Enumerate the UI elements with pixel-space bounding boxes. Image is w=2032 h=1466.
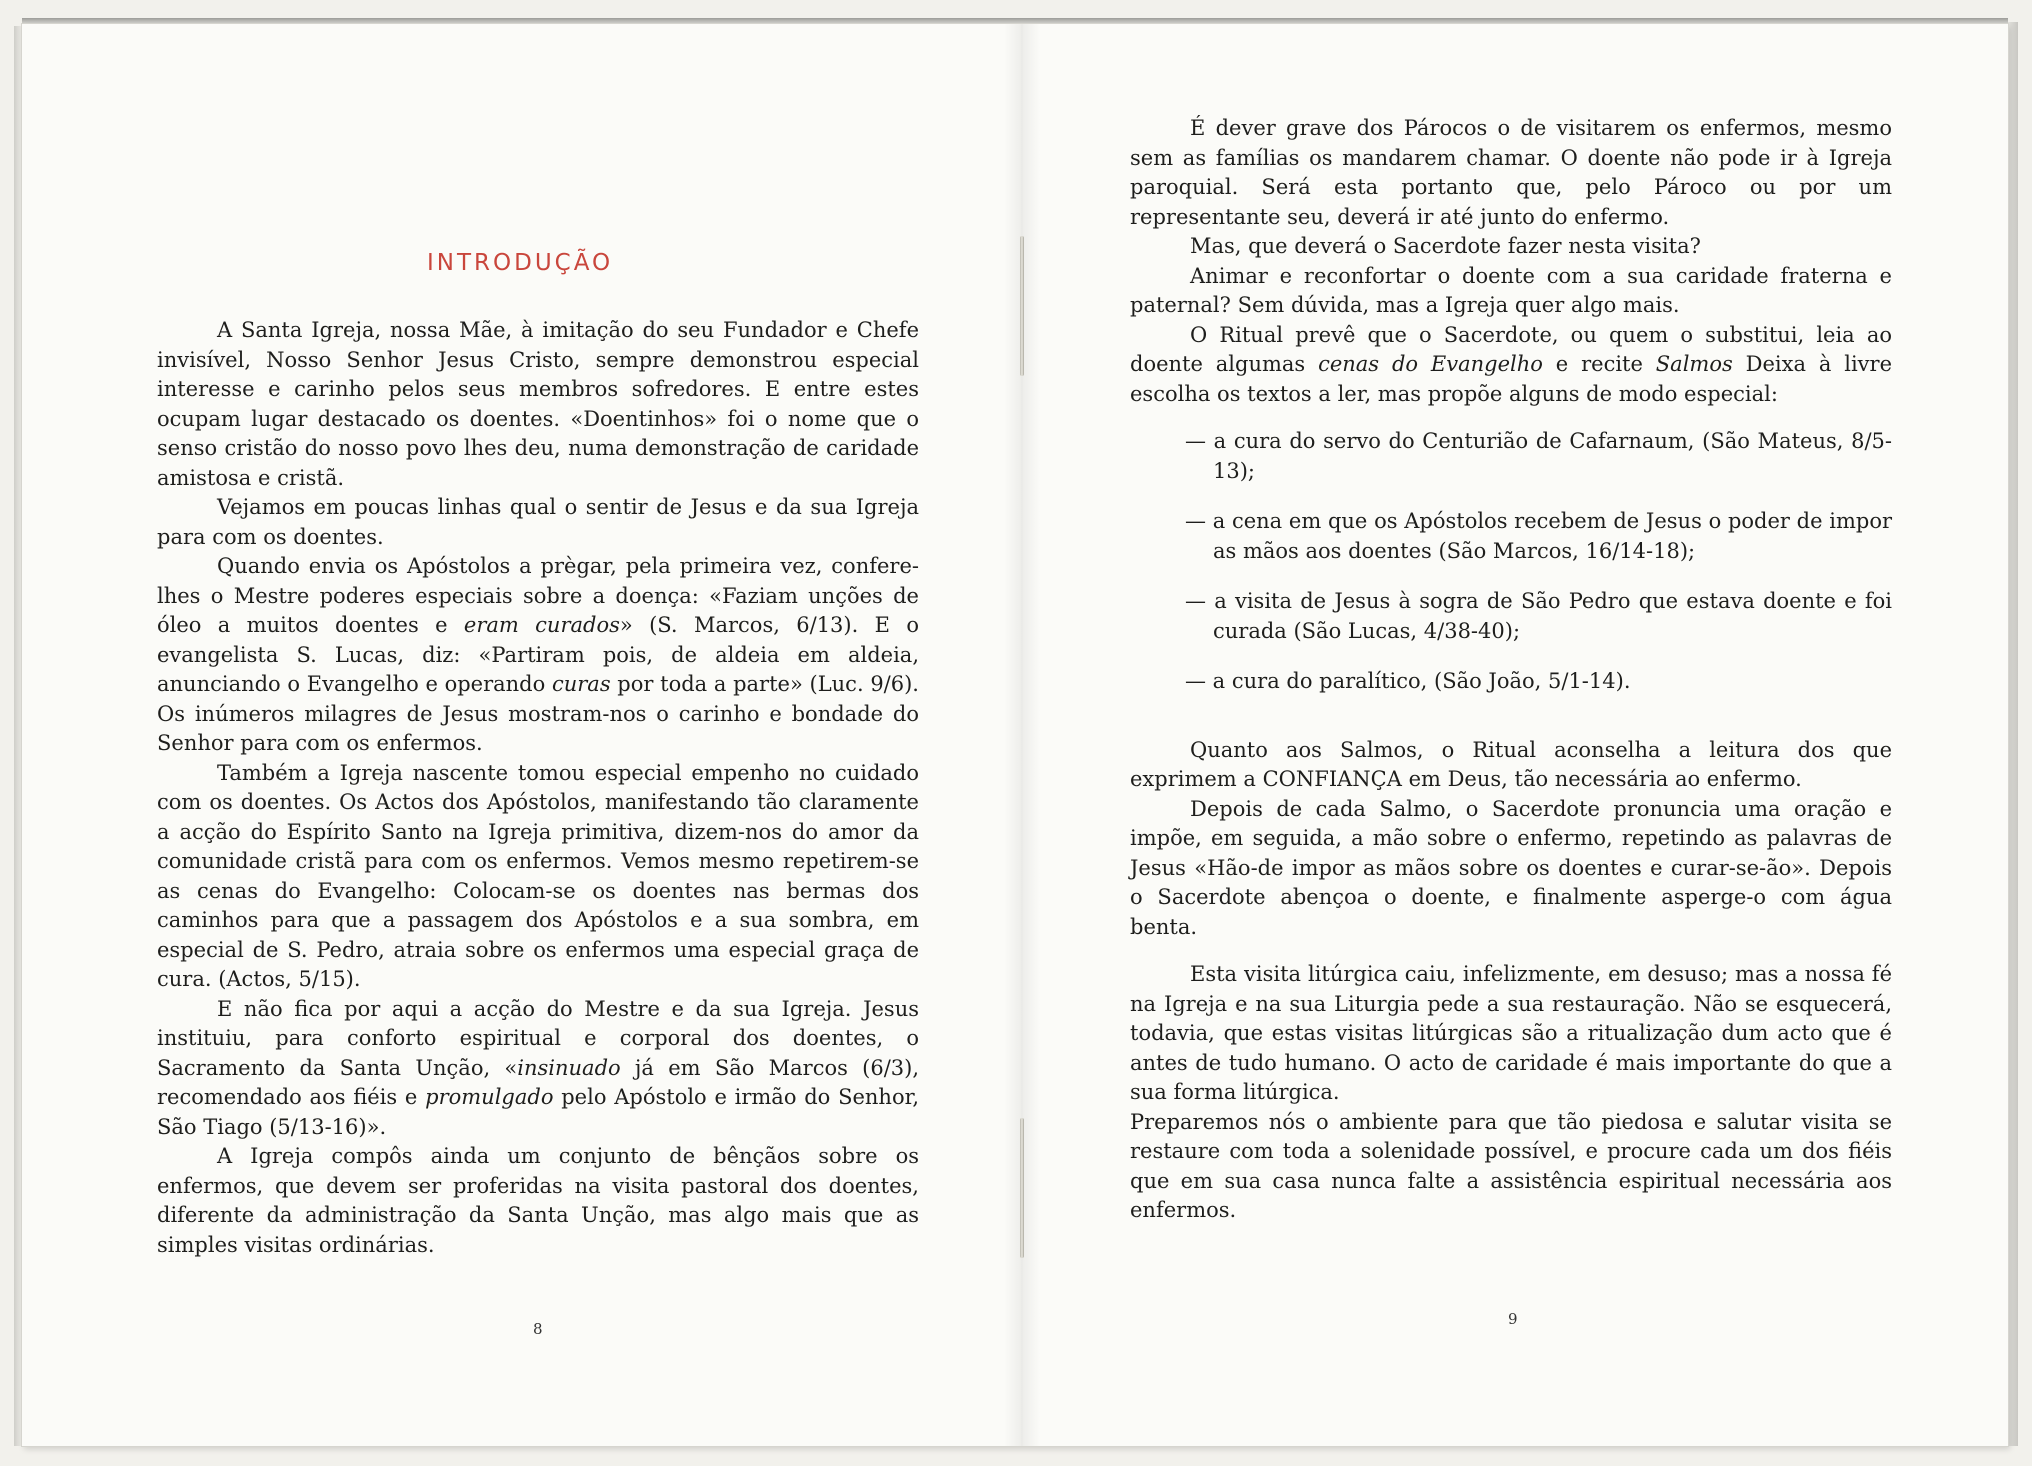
paragraph: Preparemos nós o ambiente para que tão piedosa e salutar visita se restaure com toda a solenidade possível, e procure cada um dos fiéis que em sua casa nunca falte a assistência espiritual necessária aos enfermos. (1130, 1109, 1892, 1222)
left-page-body (157, 316, 919, 1260)
text-run: E não fica por aqui a acção do Mestre e da sua Igreja. Jesus instituiu, para conforto espiritual e corporal dos doentes, o Sacramento da Santa Unção, « (157, 996, 919, 1080)
staple-top (1020, 236, 1024, 376)
paragraph: Animar e reconfortar o doente com a sua caridade fraterna e paternal? Sem dúvida, mas a Igreja quer algo mais. (1130, 263, 1892, 317)
emphasis: promulgado (425, 1085, 554, 1109)
paragraph (157, 995, 919, 1143)
paragraph: A Igreja compôs ainda um conjunto de bênçãos sobre os enfermos, que devem ser proferidas na visita pastoral dos doentes, diferente da administração da Santa Unção, mas algo mais que as simples visitas ordinárias. (157, 1144, 919, 1257)
page-edge-left (14, 26, 22, 1446)
emphasis: Salmos (1655, 352, 1733, 376)
paragraph (157, 552, 919, 759)
section-heading: INTRODUÇÃO (427, 250, 614, 276)
paragraph: Mas, que deverá o Sacerdote fazer nesta visita? (1190, 234, 1701, 258)
page-number-right: 9 (1508, 1310, 1518, 1328)
list-item: — a cena em que os Apóstolos recebem de Jesus o poder de impor as mãos aos doentes (São Marcos, 16/14-18); (1185, 509, 1892, 563)
right-page (1130, 114, 1892, 1226)
paragraph (1130, 321, 1892, 410)
text-run: O Ritual prevê que o Sacerdote, ou quem o substitui, leia ao doente algumas (1130, 322, 1892, 376)
page-edge-right (2008, 22, 2018, 1446)
emphasis: curas (551, 672, 611, 696)
paragraph: A Santa Igreja, nossa Mãe, à imitação do seu Fundador e Chefe invisível, Nosso Senhor Jesus Cristo, sempre demonstrou especial interesse e carinho pelos seus membros sofredores. E entre estes ocupam lugar destacado os doentes. «Doentinhos» foi o nome que o senso cristão do nosso povo lhes deu, numa demonstração de caridade amistosa e cristã. (157, 318, 919, 490)
spacer (1130, 409, 1892, 427)
spacer (1130, 718, 1892, 736)
text-run: pelo Apóstolo e irmão do Senhor, São Tiago (5/13-16)». (157, 1085, 919, 1139)
paragraph: Também a Igreja nascente tomou especial empenho no cuidado com os doentes. Os Actos dos Apóstolos, manifestando tão claramente a acção do Espírito Santo na Igreja primitiva, dizem-nos do amor da comunidade cristã para com os enfermos. Vemos mesmo repetirem-se as cenas do Evangelho: Colocam-se os doentes nas bermas dos caminhos para que a passagem dos Apóstolos e a sua sombra, em especial de S. Pedro, atraia sobre os enfermos uma especial graça de cura. (Actos, 5/15). (157, 760, 919, 991)
text-run: por toda a parte» (Luc. 9/6). Os inúmeros milagres de Jesus mostram-nos o carinho e bondade do Senhor para com os enfermos. (157, 672, 919, 755)
emphasis: cenas do Evangelho (1318, 352, 1543, 376)
text-run: » (S. Marcos, 6/13). E o evangelista S. Lucas, diz: «Partiram pois, de aldeia em aldeia, anunciando o Evangelho e operando (157, 613, 919, 696)
left-page (157, 243, 919, 1260)
text-run: Deixa à livre escolha os textos a ler, mas propõe alguns de modo especial: (1130, 352, 1893, 406)
paragraph: É dever grave dos Párocos o de visitarem os enfermos, mesmo sem as famílias os mandarem chamar. O doente não pode ir à Igreja paroquial. Será esta portanto que, pelo Pároco ou por um representante seu, deverá ir até junto do enfermo. (1130, 116, 1892, 229)
list-item: — a cura do paralítico, (São João, 5/1-14). (1185, 669, 1631, 693)
spacer (1130, 942, 1892, 960)
staple-bottom (1020, 1118, 1024, 1258)
page-number-left: 8 (533, 1320, 543, 1338)
text-run: já em São Marcos (6/3), recomendado aos fiéis e (157, 1055, 919, 1109)
emphasis: eram curados (463, 613, 620, 637)
paragraph: Depois de cada Salmo, o Sacerdote pronuncia uma oração e impõe, em seguida, a mão sobre o enfermo, repetindo as palavras de Jesus «Hão-de impor as mãos sobre os doentes e curar-se-ão». Depois o Sacerdote abençoa o doente, e finalmente asperge-o com água benta. (1130, 796, 1892, 939)
emphasis: insinuado (517, 1055, 621, 1080)
paragraph: Esta visita litúrgica caiu, infelizmente, em desuso; mas a nossa fé na Igreja e na sua Liturgia pede a sua restauração. Não se esquecerá, todavia, que estas visitas litúrgicas são a ritualização dum acto que é antes de tudo humano. O acto de caridade é mais importante do que a sua forma litúrgica. (1130, 962, 1892, 1104)
paragraph: Quanto aos Salmos, o Ritual aconselha a leitura dos que exprimem a CONFIANÇA em Deus, tão necessária ao enfermo. (1130, 737, 1892, 791)
text-run: Quando envia os Apóstolos a prègar, pela primeira vez, confere-lhes o Mestre poderes especiais sobre a doença: «Faziam unções de óleo a muitos doentes e (157, 554, 919, 637)
list-item: — a visita de Jesus à sogra de São Pedro que estava doente e foi curada (São Lucas, 4/38-40); (1185, 589, 1892, 643)
text-run: e recite (1542, 352, 1656, 376)
paragraph: Vejamos em poucas linhas qual o sentir de Jesus e da sua Igreja para com os doentes. (157, 495, 919, 549)
list-item: — a cura do servo do Centurião de Cafarnaum, (São Mateus, 8/5-13); (1185, 429, 1892, 483)
